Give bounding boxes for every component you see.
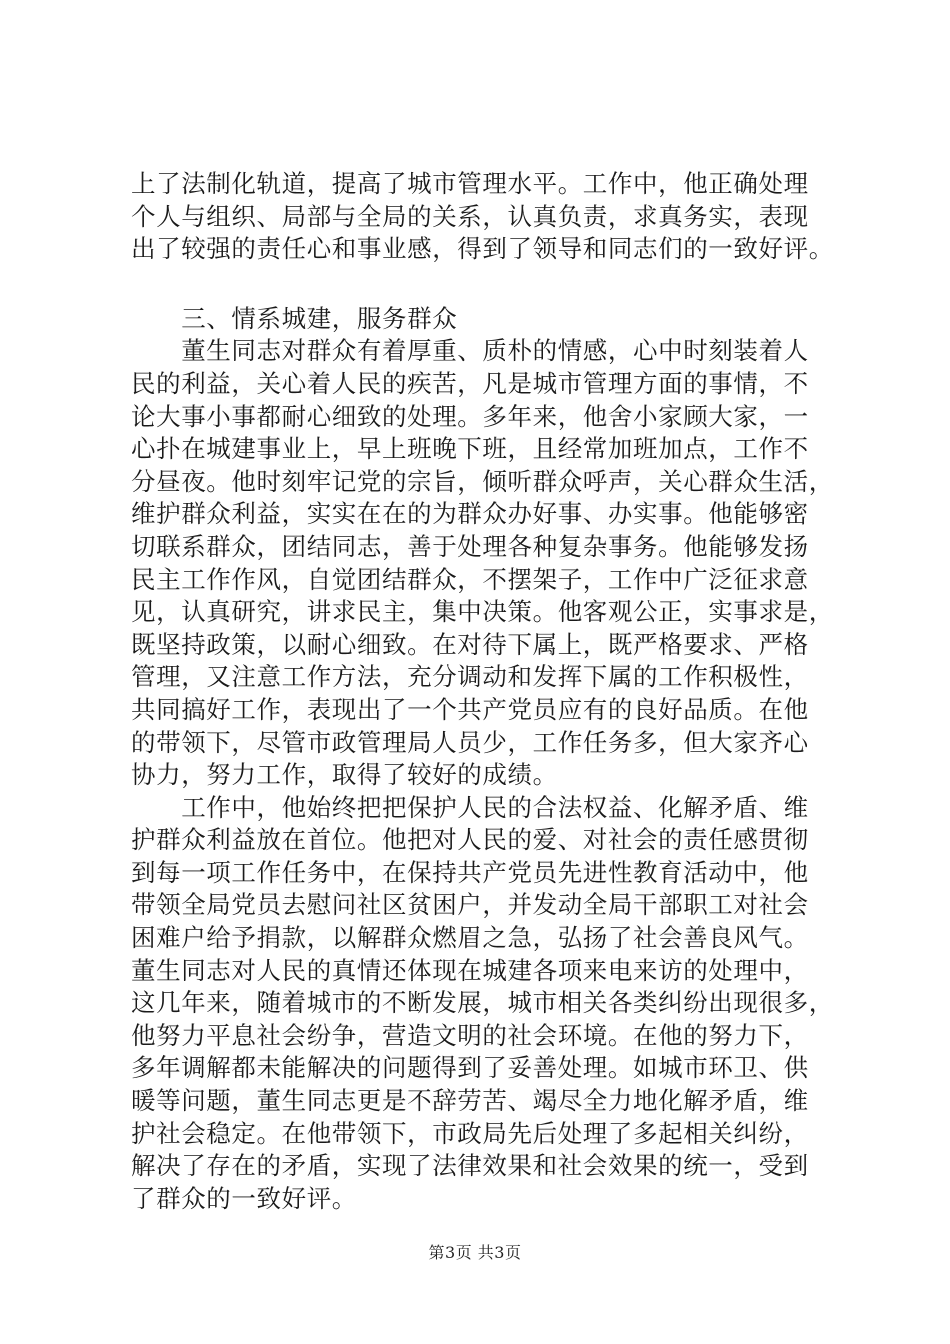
text-line: 多年调解都未能解决的问题得到了妥善处理。如城市环卫、供 [131,1053,809,1083]
text-line: 护社会稳定。在他带领下，市政局先后处理了多起相关纠纷， [131,1118,809,1148]
text-line: 心扑在城建事业上，早上班晚下班，且经常加班加点，工作不 [131,434,809,464]
text-line: 董生同志对人民的真情还体现在城建各项来电来访的处理中， [131,955,809,985]
text-line: 切联系群众，团结同志，善于处理各种复杂事务。他能够发扬 [131,531,809,561]
page-footer: 第3页 共3页 [428,1243,522,1262]
body-text [131,168,931,1215]
text-line: 管理，又注意工作方法，充分调动和发挥下属的工作积极性， [131,662,809,692]
text-line: 个人与组织、局部与全局的关系，认真负责，求真务实，表现 [131,201,809,231]
text-line: 带领全局党员去慰问社区贫困户，并发动全局干部职工对社会 [131,890,809,920]
text-line: 民主工作作风，自觉团结群众，不摆架子，工作中广泛征求意 [131,564,809,594]
section-heading: 三、情系城建，服务群众 [131,303,458,333]
text-line: 见，认真研究，讲求民主，集中决策。他客观公正，实事求是， [131,597,834,627]
text-line: 协力，努力工作，取得了较好的成绩。 [131,760,558,790]
paragraph-gap [131,266,931,303]
text-line: 他努力平息社会纷争，营造文明的社会环境。在他的努力下， [131,1020,809,1050]
text-line: 既坚持政策，以耐心细致。在对待下属上，既严格要求、严格 [131,629,809,659]
text-line: 了群众的一致好评。 [131,1183,357,1213]
text-line: 共同搞好工作，表现出了一个共产党员应有的良好品质。在他 [131,694,809,724]
text-line: 董生同志对群众有着厚重、质朴的情感，心中时刻装着人 [131,336,809,366]
text-line: 工作中，他始终把把保护人民的合法权益、化解矛盾、维 [131,792,809,822]
text-line: 这几年来，随着城市的不断发展，城市相关各类纠纷出现很多， [131,988,834,1018]
text-line: 护群众利益放在首位。他把对人民的爱、对社会的责任感贯彻 [131,825,809,855]
text-line: 维护群众利益，实实在在的为群众办好事、办实事。他能够密 [131,499,809,529]
text-line: 论大事小事都耐心细致的处理。多年来，他舍小家顾大家，一 [131,401,809,431]
text-line: 的带领下，尽管市政管理局人员少，工作任务多，但大家齐心 [131,727,809,757]
text-line: 分昼夜。他时刻牢记党的宗旨，倾听群众呼声，关心群众生活， [131,466,834,496]
text-line: 解决了存在的矛盾，实现了法律效果和社会效果的统一，受到 [131,1151,809,1181]
text-line: 到每一项工作任务中，在保持共产党员先进性教育活动中，他 [131,857,809,887]
text-line: 出了较强的责任心和事业感，得到了领导和同志们的一致好评。 [131,234,834,264]
text-line: 暖等问题，董生同志更是不辞劳苦、竭尽全力地化解矛盾，维 [131,1086,809,1116]
text-line: 民的利益，关心着人民的疾苦，凡是城市管理方面的事情，不 [131,368,809,398]
text-line: 上了法制化轨道，提高了城市管理水平。工作中，他正确处理 [131,169,809,198]
text-line: 困难户给予捐款，以解群众燃眉之急，弘扬了社会善良风气。 [131,923,809,953]
